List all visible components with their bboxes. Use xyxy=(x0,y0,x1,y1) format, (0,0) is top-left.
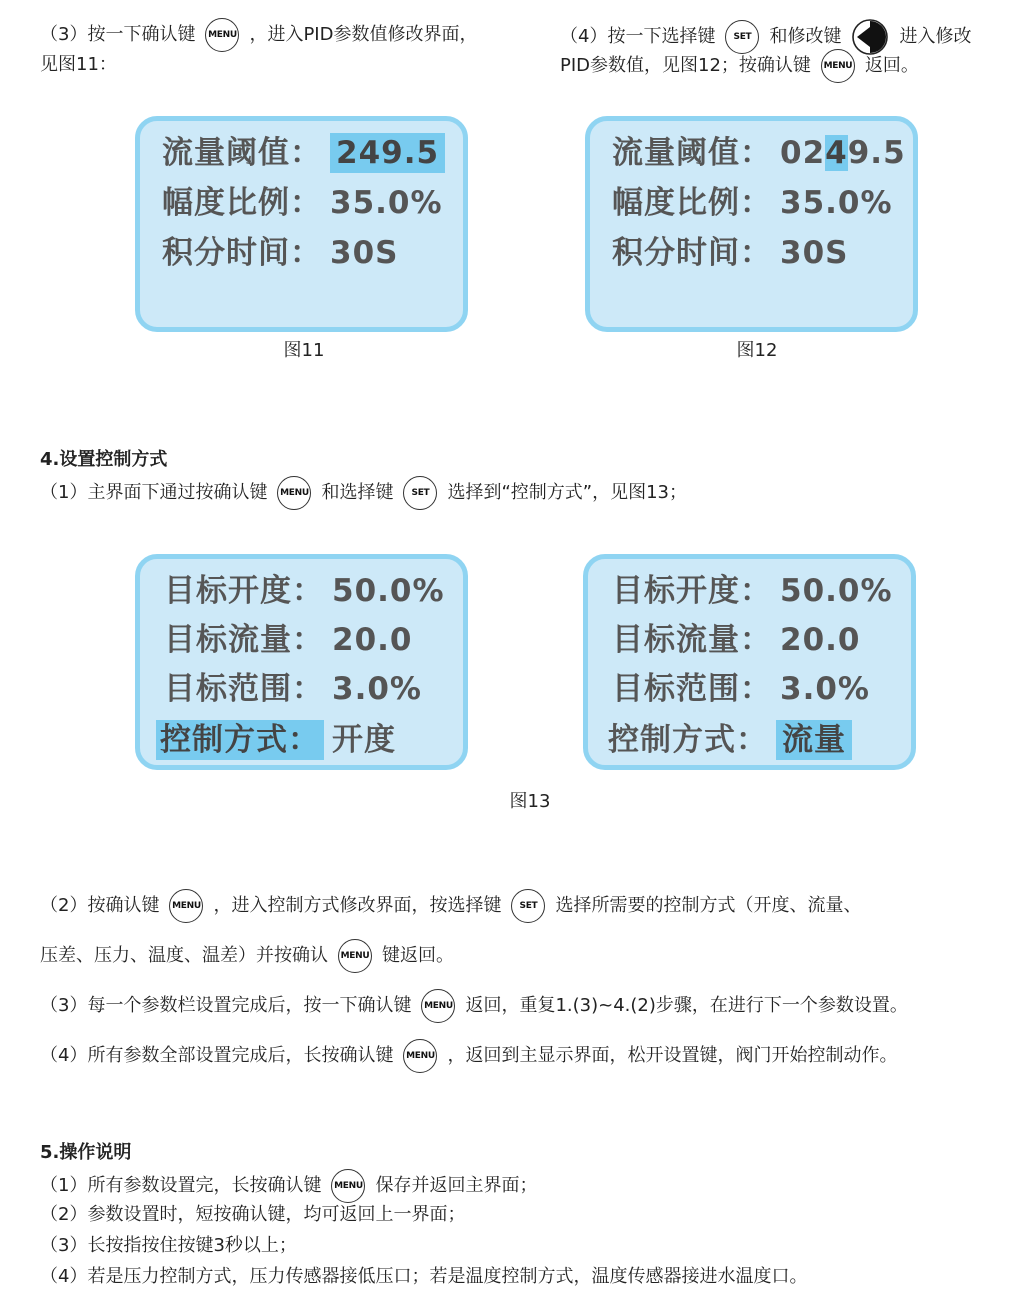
step2-suffix: 选择所需要的控制方式（开度、流量、 xyxy=(555,895,862,916)
lcd-row xyxy=(612,571,893,611)
lcd-value: 35.0% xyxy=(780,185,893,221)
lcd-value-highlighted: 流量 xyxy=(776,720,852,760)
lcd-label: 幅度比例： xyxy=(162,185,322,221)
step4-line2-suffix: 返回。 xyxy=(864,55,919,76)
lcd-label: 目标开度： xyxy=(164,573,324,609)
section5-item2: （2）参数设置时，短按确认键，均可返回上一界面； xyxy=(40,1204,466,1225)
menu-key-icon: MENU xyxy=(421,989,455,1023)
step3-suffix: 返回，重复1.(3)~4.(2)步骤，在进行下一个参数设置。 xyxy=(465,995,908,1016)
lcd-row xyxy=(612,620,861,660)
lcd-row xyxy=(156,720,396,760)
section-5-heading: 5.操作说明 xyxy=(40,1142,132,1163)
step3-line2: 见图11： xyxy=(40,54,117,75)
step4-suffix: ，返回到主显示界面，松开设置键，阀门开始控制动作。 xyxy=(447,1045,898,1066)
cursor-digit: 4 xyxy=(825,135,848,171)
step4-suffix: 进入修改 xyxy=(899,26,972,47)
lcd-value: 20.0 xyxy=(332,622,413,658)
step3-prefix: （3）按一下确认键 xyxy=(40,24,196,45)
lcd-row xyxy=(164,669,422,709)
lcd-label: 目标开度： xyxy=(612,573,772,609)
set-key-icon: SET xyxy=(403,476,437,510)
section-4-heading: 4.设置控制方式 xyxy=(40,449,168,470)
step3-line1 xyxy=(40,18,477,52)
figure-caption-13: 图13 xyxy=(509,791,551,812)
step3-suffix: ，进入PID参数值修改界面， xyxy=(249,24,478,45)
step2-line2-prefix: 压差、压力、温度、温差）并按确认 xyxy=(40,945,328,966)
lcd-row xyxy=(162,133,445,173)
step4-line2 xyxy=(560,49,919,83)
figure-caption-11: 图11 xyxy=(283,340,325,361)
step3-prefix: （3）每一个参数栏设置完成后，按一下确认键 xyxy=(40,995,412,1016)
set-key-icon: SET xyxy=(511,889,545,923)
lcd-figure-11 xyxy=(135,116,468,332)
lcd-label-highlighted: 控制方式： xyxy=(156,720,324,760)
section5-item1 xyxy=(40,1169,537,1203)
set-key-icon: SET xyxy=(725,20,759,54)
lcd-label: 流量阈值： xyxy=(162,135,322,171)
menu-key-icon: MENU xyxy=(338,939,372,973)
section4-step1 xyxy=(40,476,687,510)
lcd-value: 35.0% xyxy=(330,185,443,221)
lcd-value: 3.0% xyxy=(332,671,422,707)
lcd-value: 开度 xyxy=(332,722,396,758)
item1-suffix: 保存并返回主界面； xyxy=(375,1175,538,1196)
step4-middle: 和修改键 xyxy=(769,26,842,47)
menu-key-icon: MENU xyxy=(331,1169,365,1203)
lcd-value: 3.0% xyxy=(780,671,870,707)
lcd-value-highlighted: 249.5 xyxy=(330,133,445,173)
lcd-value: 30S xyxy=(330,235,399,271)
lcd-value: 50.0% xyxy=(780,573,893,609)
step1-prefix: （1）主界面下通过按确认键 xyxy=(40,482,268,503)
section5-item3: （3）长按指按住按键3秒以上； xyxy=(40,1235,297,1256)
item1-prefix: （1）所有参数设置完，长按确认键 xyxy=(40,1175,322,1196)
step4-prefix: （4）按一下选择键 xyxy=(560,26,716,47)
section4-step4 xyxy=(40,1039,897,1073)
lcd-label: 积分时间： xyxy=(162,235,322,271)
lcd-label: 流量阈值： xyxy=(612,135,772,171)
figure-caption-12: 图12 xyxy=(736,340,778,361)
lcd-value xyxy=(780,133,906,173)
value-part: 9.5 xyxy=(847,135,906,171)
lcd-row xyxy=(164,620,413,660)
section5-item4: （4）若是压力控制方式，压力传感器接低压口；若是温度控制方式，温度传感器接进水温度口。 xyxy=(40,1266,808,1287)
lcd-figure-12 xyxy=(585,116,918,332)
step2-middle: ，进入控制方式修改界面，按选择键 xyxy=(213,895,502,916)
lcd-row xyxy=(162,183,443,223)
lcd-row xyxy=(608,720,852,760)
lcd-value: 20.0 xyxy=(780,622,861,658)
lcd-row xyxy=(612,669,870,709)
lcd-label: 幅度比例： xyxy=(612,185,772,221)
lcd-row xyxy=(612,183,893,223)
section4-step3 xyxy=(40,989,908,1023)
lcd-label: 目标范围： xyxy=(164,671,324,707)
section4-step2-line1 xyxy=(40,889,861,923)
menu-key-icon: MENU xyxy=(821,49,855,83)
lcd-row xyxy=(162,233,398,273)
lcd-row xyxy=(164,571,445,611)
step4-prefix: （4）所有参数全部设置完成后，长按确认键 xyxy=(40,1045,394,1066)
value-part: 02 xyxy=(780,135,826,171)
menu-key-icon: MENU xyxy=(277,476,311,510)
lcd-label: 目标流量： xyxy=(164,622,324,658)
lcd-label: 目标范围： xyxy=(612,671,772,707)
lcd-label: 目标流量： xyxy=(612,622,772,658)
step2-line2-suffix: 键返回。 xyxy=(382,945,454,966)
lcd-row xyxy=(612,233,848,273)
lcd-row xyxy=(612,133,906,173)
section4-step2-line2 xyxy=(40,939,454,973)
step1-middle: 和选择键 xyxy=(321,482,394,503)
step4-line2-prefix: PID参数值，见图12；按确认键 xyxy=(560,55,811,76)
lcd-label: 积分时间： xyxy=(612,235,772,271)
step1-suffix: 选择到“控制方式”，见图13； xyxy=(447,482,688,503)
lcd-figure-13-left xyxy=(135,554,468,770)
lcd-label: 控制方式： xyxy=(608,722,768,758)
menu-key-icon: MENU xyxy=(169,889,203,923)
menu-key-icon: MENU xyxy=(205,18,239,52)
lcd-value: 50.0% xyxy=(332,573,445,609)
lcd-value: 30S xyxy=(780,235,849,271)
step2-prefix: （2）按确认键 xyxy=(40,895,160,916)
menu-key-icon: MENU xyxy=(403,1039,437,1073)
lcd-figure-13-right xyxy=(583,554,916,770)
